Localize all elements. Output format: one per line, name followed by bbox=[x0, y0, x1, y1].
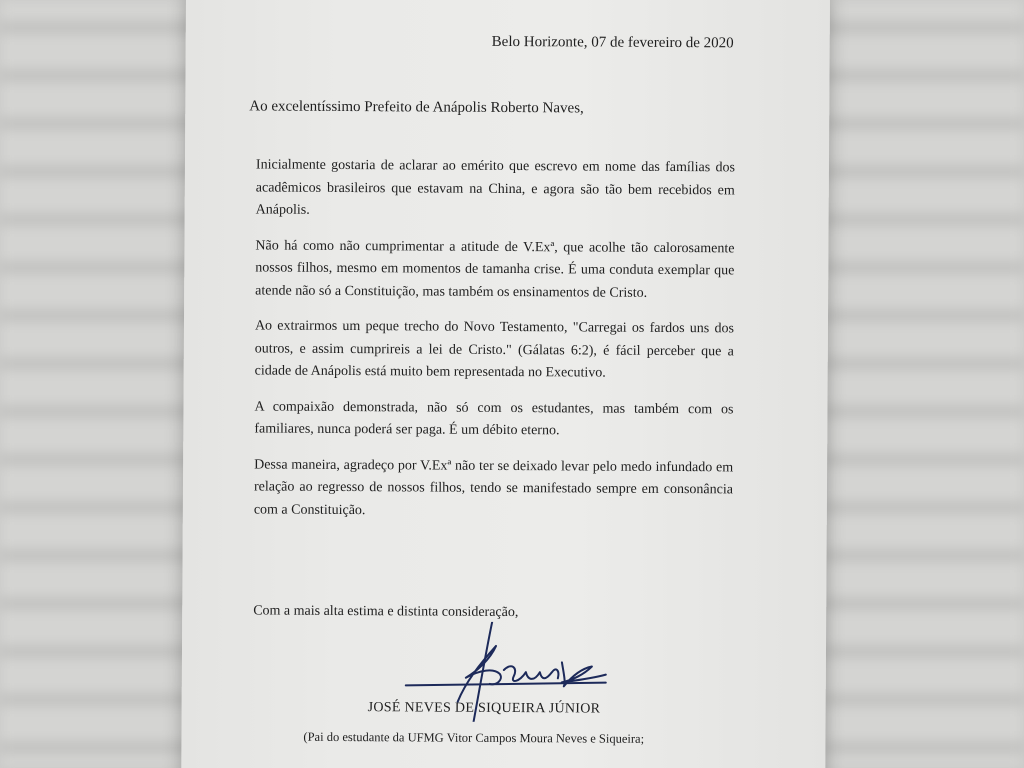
letter-paragraph: Ao extrairmos um peque trecho do Novo Testamento, "Carregai os fardos uns dos outros, e assim cumprireis a lei de Cristo." (Gálatas 6:2), é fácil perceber que a cidade de Anápolis está muito bem representada no Executivo. bbox=[254, 318, 735, 381]
letter-paragraph: Não há como não cumprimentar a atitude de V.Exª, que acolhe tão calorosamente nossos filhos, mesmo em momentos de tamanha crise. É uma conduta exemplar que atende não só a Constituição, mas também os ensinamentos de Cristo. bbox=[255, 237, 735, 301]
letter-paragraph: Dessa maneira, agradeço por V.Exª não ter se deixado levar pelo medo infundado em relação ao regresso de nossos filhos, tendo se manifestado sempre em consonância com a Constituição. bbox=[253, 456, 734, 518]
letter-body bbox=[254, 154, 735, 537]
letter-paper bbox=[181, 0, 830, 768]
letter-salutation: Ao excelentíssimo Prefeito de Anápolis Roberto Naves, bbox=[249, 98, 584, 117]
letter-closing: Com a mais alta estima e distinta consideração, bbox=[253, 603, 519, 621]
letter-date: Belo Horizonte, 07 de fevereiro de 2020 bbox=[491, 33, 734, 52]
blurred-background-right bbox=[824, 0, 1024, 768]
letter-paragraph: A compaixão demonstrada, não só com os estudantes, mas também com os familiares, nunca poderá ser paga. É um débito eterno. bbox=[254, 398, 734, 439]
signer-name: JOSÉ NEVES DE SIQUEIRA JÚNIOR bbox=[367, 700, 601, 717]
blurred-background-left bbox=[0, 0, 200, 768]
letter-paragraph: Inicialmente gostaria de aclarar ao emérito que escrevo em nome das famílias dos acadêmicos brasileiros que estavam na China, e agora são tão bem recebidos em Anápolis. bbox=[255, 157, 735, 218]
signer-note: (Pai do estudante da UFMG Vitor Campos Moura Neves e Siqueira; bbox=[303, 729, 645, 746]
